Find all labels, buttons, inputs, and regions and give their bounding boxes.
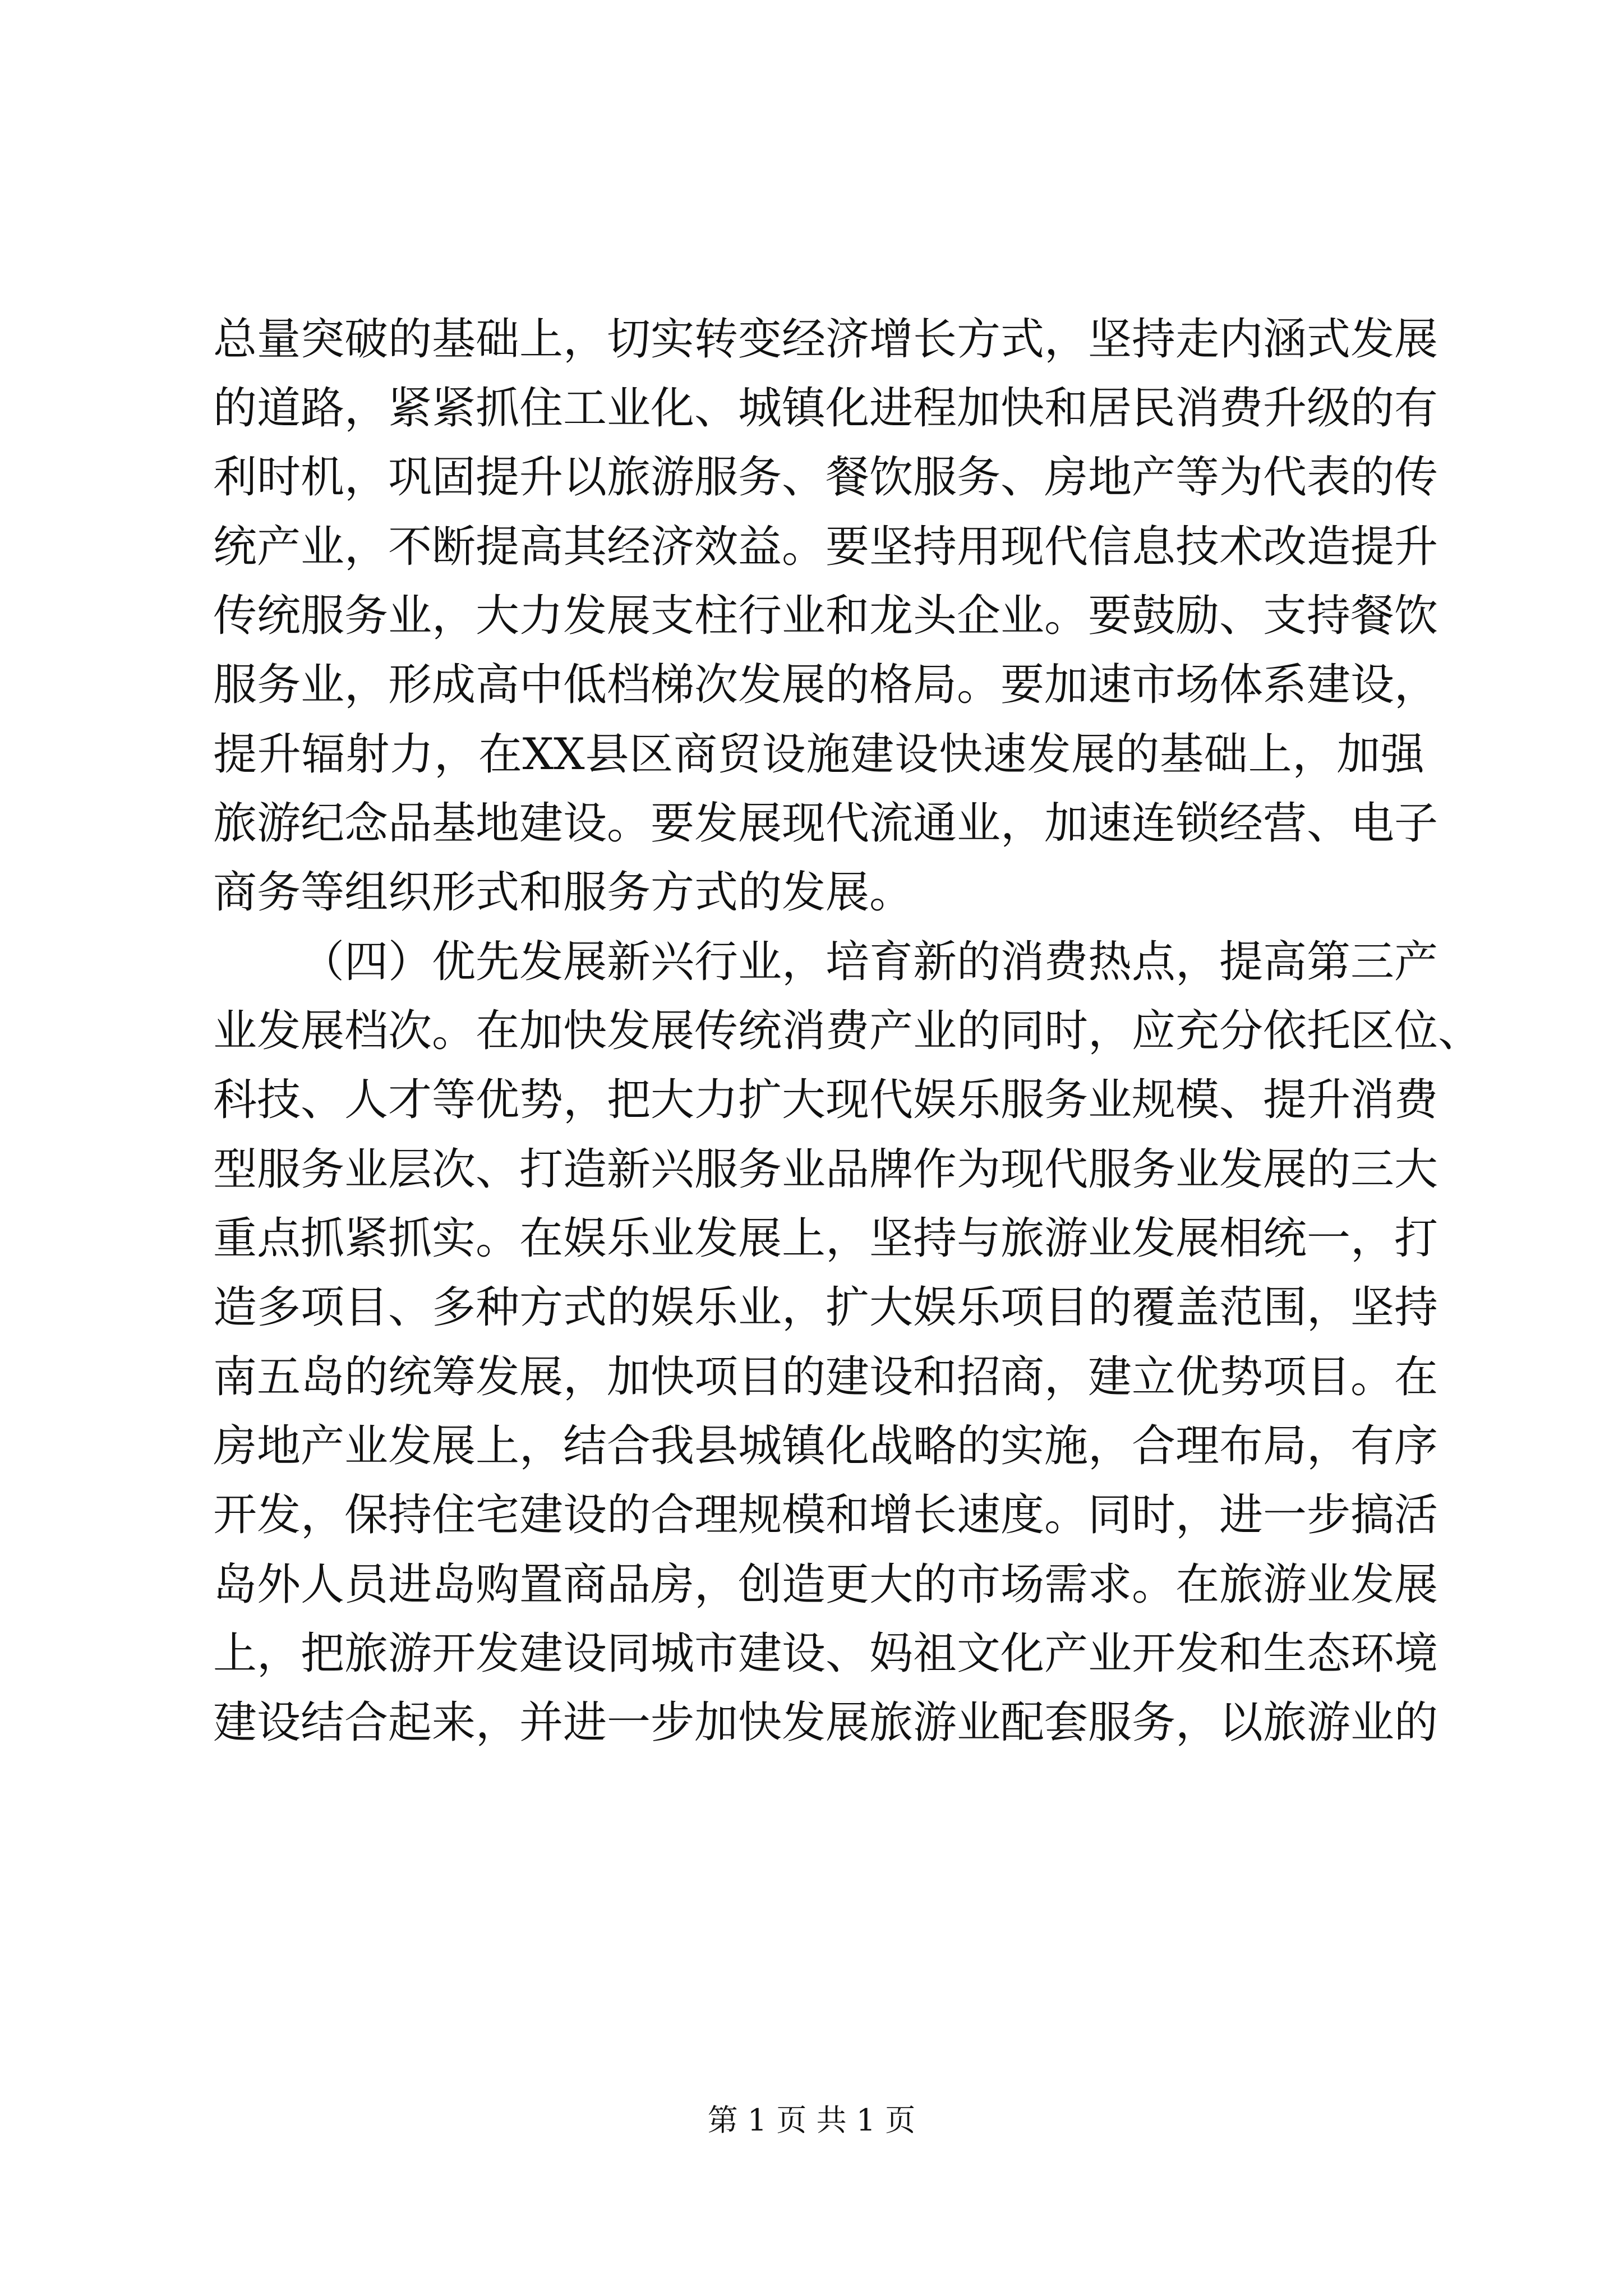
text-line: 岛外人员进岛购置商品房，创造更大的市场需求。在旅游业发展: [213, 1559, 1438, 1610]
text-line: 科技、人才等优势，把大力扩大现代娱乐服务业规模、提升消费: [213, 1075, 1438, 1125]
text-line: 旅游纪念品基地建设。要发展现代流通业，加速连锁经营、电子: [213, 798, 1438, 849]
text-line: 服务业，形成高中低档梯次发展的格局。要加速市场体系建设，: [213, 660, 1438, 710]
text-line: 总量突破的基础上，切实转变经济增长方式，坚持走内涵式发展: [213, 314, 1438, 365]
text-line: 开发，保持住宅建设的合理规模和增长速度。同时，进一步搞活: [213, 1490, 1438, 1540]
text-line: 房地产业发展上，结合我县城镇化战略的实施，合理布局，有序: [213, 1421, 1438, 1471]
text-line: 业发展档次。在加快发展传统消费产业的同时，应充分依托区位、: [213, 1006, 1482, 1056]
text-line: 利时机，巩固提升以旅游服务、餐饮服务、房地产等为代表的传: [213, 452, 1438, 503]
text-line: 南五岛的统筹发展，加快项目的建设和招商，建立优势项目。在: [213, 1352, 1438, 1402]
text-line: 型服务业层次、打造新兴服务业品牌作为现代服务业发展的三大: [213, 1144, 1438, 1195]
text-line: 统产业，不断提高其经济效益。要坚持用现代信息技术改造提升: [213, 522, 1438, 572]
text-line: 重点抓紧抓实。在娱乐业发展上，坚持与旅游业发展相统一，打: [213, 1213, 1438, 1264]
text-line: 传统服务业，大力发展支柱行业和龙头企业。要鼓励、支持餐饮: [213, 591, 1438, 641]
text-line: 造多项目、多种方式的娱乐业，扩大娱乐项目的覆盖范围，坚持: [213, 1282, 1438, 1333]
text-line: 上，把旅游开发建设同城市建设、妈祖文化产业开发和生态环境: [213, 1628, 1438, 1679]
text-line: 商务等组织形式和服务方式的发展。: [213, 867, 914, 918]
text-line: 的道路，紧紧抓住工业化、城镇化进程加快和居民消费升级的有: [213, 383, 1438, 434]
page-number-footer: 第 1 页 共 1 页: [707, 2102, 916, 2138]
text-line: 提升辐射力，在XX县区商贸设施建设快速发展的基础上，加强: [213, 729, 1424, 780]
text-line: （四）优先发展新兴行业，培育新的消费热点，提高第三产: [301, 937, 1438, 987]
text-line: 建设结合起来，并进一步加快发展旅游业配套服务，以旅游业的: [213, 1697, 1438, 1748]
